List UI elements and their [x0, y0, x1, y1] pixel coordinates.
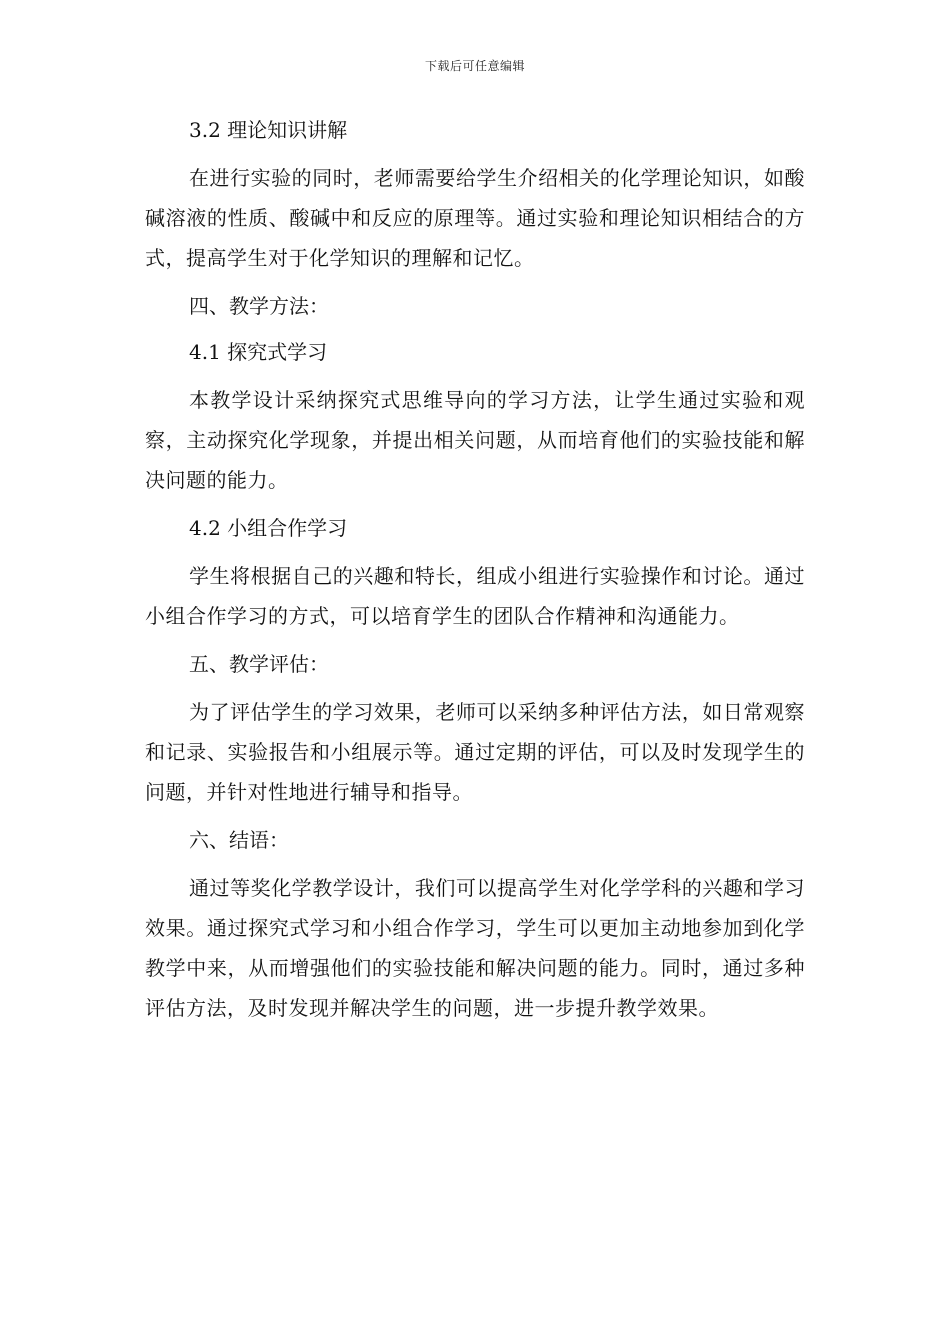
paragraph-assessment: 为了评估学生的学习效果，老师可以采纳多种评估方法，如日常观察和记录、实验报告和小组展示等。通过定期的评估，可以及时发现学生的问题，并针对性地进行辅导和指导。: [145, 700, 805, 804]
section-heading-3-2: 3.2 理论知识讲解: [189, 118, 348, 142]
paragraph-inquiry-learning: 本教学设计采纳探究式思维导向的学习方法，让学生通过实验和观察，主动探究化学现象，并提出相关问题，从而培育他们的实验技能和解决问题的能力。: [145, 388, 805, 492]
section-heading-4-2: 4.2 小组合作学习: [189, 516, 348, 540]
section-heading-assessment: 五、教学评估：: [189, 652, 329, 676]
section-heading-4-1: 4.1 探究式学习: [189, 340, 328, 364]
paragraph-conclusion: 通过等奖化学教学设计，我们可以提高学生对化学学科的兴趣和学习效果。通过探究式学习和小组合作学习，学生可以更加主动地参加到化学教学中来，从而增强他们的实验技能和解决问题的能力。同时，通过多种评估方法，及时发现并解决学生的问题，进一步提升教学效果。: [145, 876, 805, 1020]
paragraph-theory: 在进行实验的同时，老师需要给学生介绍相关的化学理论知识，如酸碱溶液的性质、酸碱中和反应的原理等。通过实验和理论知识相结合的方式，提高学生对于化学知识的理解和记忆。: [145, 166, 805, 270]
header-note: 下载后可任意编辑: [424, 59, 525, 73]
section-heading-conclusion: 六、结语：: [189, 828, 289, 852]
section-heading-teaching-methods: 四、教学方法：: [189, 294, 329, 318]
paragraph-group-learning: 学生将根据自己的兴趣和特长，组成小组进行实验操作和讨论。通过小组合作学习的方式，可以培育学生的团队合作精神和沟通能力。: [145, 564, 805, 628]
document-body: [145, 112, 805, 1038]
